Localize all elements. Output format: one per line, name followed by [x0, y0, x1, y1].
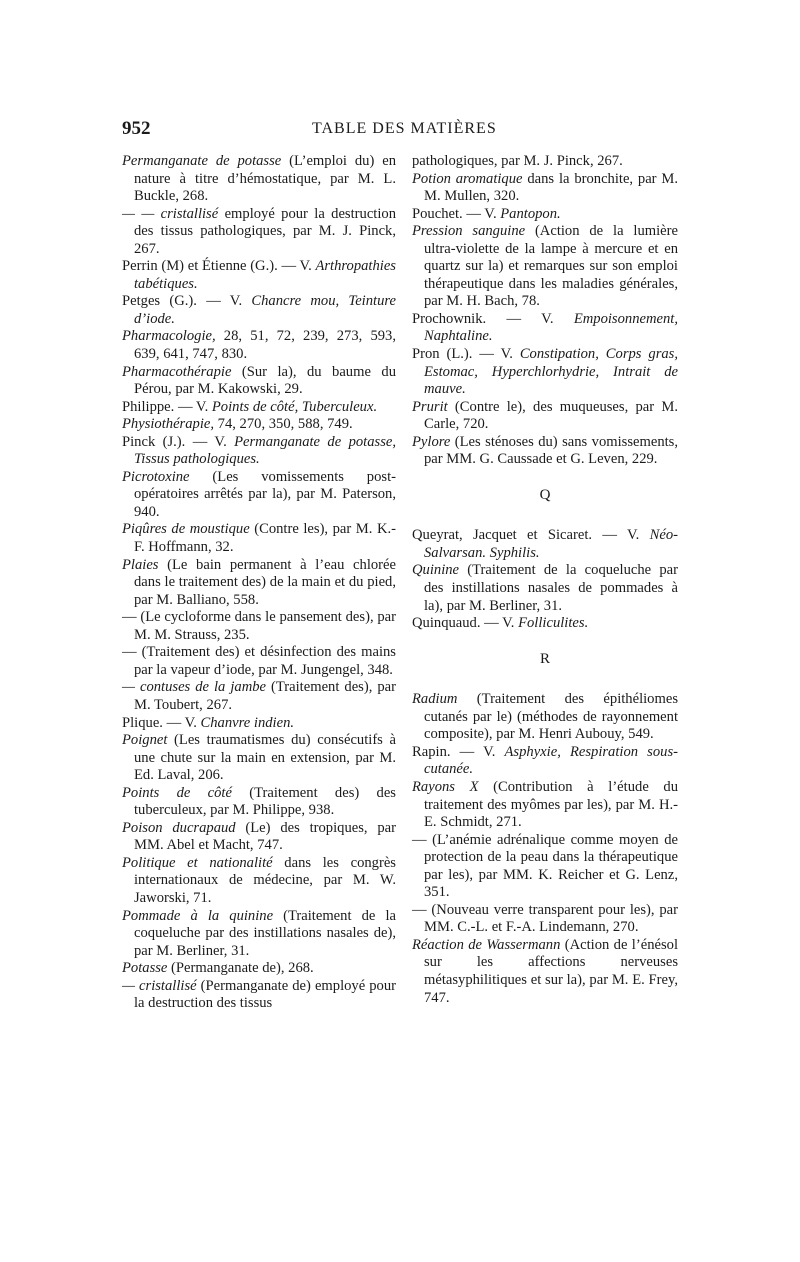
entry-heading: Plaies [122, 556, 159, 573]
entry-heading: Potasse [122, 960, 168, 977]
entry-heading: Poignet [122, 732, 168, 749]
entry-heading: Potion aromatique [412, 170, 523, 187]
page-header [122, 118, 677, 140]
entry-text: dans la bronchite, par M. M. Mullen, 320. [424, 170, 679, 205]
entry-text: Pouchet. — V. [412, 205, 501, 222]
index-entry [122, 679, 396, 714]
index-entry [122, 206, 396, 259]
entry-reference: Empoisonnement, Naphtaline. [424, 310, 678, 345]
index-entry [412, 832, 678, 902]
entry-reference: Pantopon. [500, 205, 561, 222]
index-entry [412, 615, 678, 633]
index-entry [412, 311, 678, 346]
entry-text: Rapin. — V. [412, 743, 505, 760]
entry-text: pathologiques, par M. J. Pinck, 267. [412, 153, 623, 169]
entry-text: — (Le cycloforme dans le pansement des), par M. M. Strauss, 235. [122, 609, 396, 643]
section-letter-q: Q [539, 486, 551, 503]
entry-text: Philippe. — V. [122, 398, 212, 415]
entry-heading: — cristallisé [122, 977, 197, 994]
index-entry [122, 609, 396, 644]
entry-text: Plique. — V. [122, 714, 201, 731]
entry-text: Pinck (J.). — V. [122, 433, 235, 450]
entry-text: — (Traitement des) et désinfection des mains par la vapeur d’iode, par M. Jungengel, 348. [122, 644, 396, 678]
entry-heading: Piqûres de moustique [122, 521, 250, 538]
index-entry [412, 346, 678, 399]
entry-reference: Chancre mou, Teinture d’iode. [134, 293, 397, 327]
index-entry [122, 521, 396, 556]
entry-heading: Pression sanguine [412, 223, 526, 240]
entry-text: (Traitement de la coqueluche par des instillations nasales de), par M. Berliner, 31. [134, 907, 396, 959]
entry-heading: — contuses de la jambe [122, 679, 267, 696]
entry-reference: Constipation, Corps gras, Estomac, Hyperchlorhydrie, Intrait de mauve. [424, 346, 678, 398]
index-entry [122, 434, 396, 469]
entry-text: (Les vomissements post-opératoires arrêtés par la), par M. Paterson, 940. [134, 468, 396, 520]
entry-text: employé pour la destruction des tissus pathologiques, par M. J. Pinck, 267. [134, 205, 396, 257]
entry-text: (Action de la lumière ultra-violette de la lampe à mercure et en quartz sur la) et remarques sur son emploi thérapeutique dans les maladies générales, par M. H. Bach, 78. [424, 223, 678, 310]
section-p-continued [412, 153, 678, 469]
index-entry [412, 691, 678, 744]
index-entry [412, 223, 678, 311]
entry-text: (Contribution à l’étude du traitement des myômes par les), par M. H.-E. Schmidt, 271. [424, 778, 678, 831]
entry-text: (Traitement des), par M. Toubert, 267. [134, 679, 396, 713]
index-entry [412, 527, 678, 562]
entry-reference: Asphyxie, Respiration sous-cutanée. [424, 743, 678, 778]
entry-text: (Action de l’énésol sur les affections nerveuses métasyphilitiques et sur la), par M. E. Frey, 747. [424, 936, 679, 1006]
index-entry [122, 399, 396, 417]
entry-text: (L’emploi du) en nature à titre d’hémostatique, par M. L. Buckle, 268. [134, 153, 396, 205]
entry-heading: Permanganate de potasse [122, 153, 282, 169]
entry-text: Pron (L.). — V. [412, 346, 520, 363]
entry-text: (Le) des tropiques, par MM. Abel et Macht, 747. [134, 819, 396, 854]
entry-heading: Pharmacologie, [122, 328, 216, 345]
entry-heading: Pylore [412, 433, 451, 450]
entry-text: (Traitement des) des tuberculeux, par M. Philippe, 938. [134, 784, 396, 819]
entry-text: (Le bain permanent à l’eau chlorée dans le traitement des) de la main et du pied, par M. Balliano, 558. [134, 556, 396, 608]
entry-heading: Pommade à la quinine [122, 907, 274, 924]
index-entry [122, 732, 396, 785]
index-entry [122, 715, 396, 733]
entry-heading: Radium [412, 691, 458, 708]
index-entry [122, 960, 396, 978]
index-entry [122, 820, 396, 855]
entry-text: (Permanganate de) employé pour la destruction des tissus [134, 977, 397, 1012]
index-entry [412, 171, 678, 206]
entry-heading: Poison ducrapaud [122, 819, 236, 836]
entry-heading: Réaction de Wassermann [412, 936, 561, 953]
running-title: TABLE DES MATIÈRES [312, 120, 497, 137]
entry-text: (Sur la), du baume du Pérou, par M. Kakowski, 29. [134, 363, 396, 398]
entry-text: dans les congrès internationaux de médecine, par M. W. Jaworski, 71. [134, 854, 396, 906]
page-number: 952 [122, 118, 151, 139]
entry-text: Quinquaud. — V. [412, 615, 519, 632]
entry-reference: Arthropathies tabétiques. [134, 258, 396, 292]
entry-heading: Physiothérapie, [122, 416, 215, 433]
entry-text: Queyrat, Jacquet et Sicaret. — V. [412, 527, 650, 544]
entry-text: (Les traumatismes du) consécutifs à une chute sur la main en extension, par M. Ed. Laval, 206. [134, 732, 396, 784]
entry-text: — (Nouveau verre transparent pour les), par MM. C.-L. et F.-A. Lindemann, 270. [412, 901, 678, 936]
entry-text: Perrin (M) et Étienne (G.). — V. [122, 258, 316, 275]
entry-text: (Contre les), par M. K.-F. Hoffmann, 32. [134, 521, 396, 556]
entry-heading: Points de côté [122, 784, 232, 801]
index-entry [122, 908, 396, 961]
index-entry [122, 416, 396, 434]
index-entry [412, 153, 678, 171]
entry-text: (Contre le), des muqueuses, par M. Carle, 720. [424, 398, 678, 433]
section-r [412, 691, 678, 1007]
entry-reference: Points de côté, Tuberculeux. [211, 398, 378, 415]
index-entry [412, 399, 678, 434]
entry-heading: Picrotoxine [122, 468, 190, 485]
entry-reference: Néo-Salvarsan. Syphilis. [424, 527, 678, 561]
index-entry [122, 785, 396, 820]
entry-heading: Rayons X [412, 778, 479, 795]
entry-heading: Pharmacothérapie [122, 363, 232, 380]
entry-reference: Folliculites. [518, 615, 589, 632]
entry-text: — (L’anémie adrénalique comme moyen de protection de la peau dans la thérapeutique par les), par MM. K. Reicher et G. Lenz, 351. [412, 831, 678, 901]
index-entry [412, 206, 678, 224]
entry-text: (Traitement de la coqueluche par des instillations nasales de pommades à la), par M. Berliner, 31. [424, 562, 678, 614]
index-entry [122, 644, 396, 679]
index-entry [122, 153, 396, 206]
entry-text: 74, 270, 350, 588, 749. [214, 416, 353, 433]
entry-text: (Permanganate de), 268. [167, 960, 314, 977]
entry-heading: Quinine [412, 562, 460, 579]
entry-text: (Les sténoses du) sans vomissements, par MM. G. Caussade et G. Leven, 229. [424, 433, 678, 468]
entry-heading: Prurit [412, 398, 448, 415]
entry-text: Petges (G.). — V. [122, 293, 252, 310]
index-entry [412, 562, 678, 615]
entry-reference: Permanganate de potasse, Tissus pathologiques. [134, 433, 396, 468]
entry-reference: Chanvre indien. [200, 714, 295, 731]
index-entry [122, 855, 396, 908]
entry-heading: — — cristallisé [122, 205, 219, 222]
entry-heading: Politique et nationalité [122, 854, 273, 871]
left-column [122, 153, 396, 1013]
entry-text: 28, 51, 72, 239, 273, 593, 639, 641, 747, 830. [134, 328, 396, 363]
index-entry [412, 744, 678, 779]
right-column [412, 153, 678, 1007]
index-entry [412, 434, 678, 469]
section-letter-r: R [539, 650, 550, 667]
index-entry [122, 328, 396, 363]
section-q [412, 527, 678, 632]
index-entry [122, 293, 396, 328]
index-entry [122, 469, 396, 522]
index-entry [412, 937, 678, 1007]
index-entry [122, 557, 396, 610]
index-entry [122, 364, 396, 399]
index-entry [412, 779, 678, 832]
index-entry [122, 978, 396, 1013]
entry-text: (Traitement des épithéliomes cutanés par le) (méthodes de rayonnement composite), par M. Henri Aubouy, 549. [424, 691, 678, 743]
index-entry [122, 258, 396, 293]
entry-text: Prochownik. — V. [412, 310, 574, 327]
index-entry [412, 902, 678, 937]
